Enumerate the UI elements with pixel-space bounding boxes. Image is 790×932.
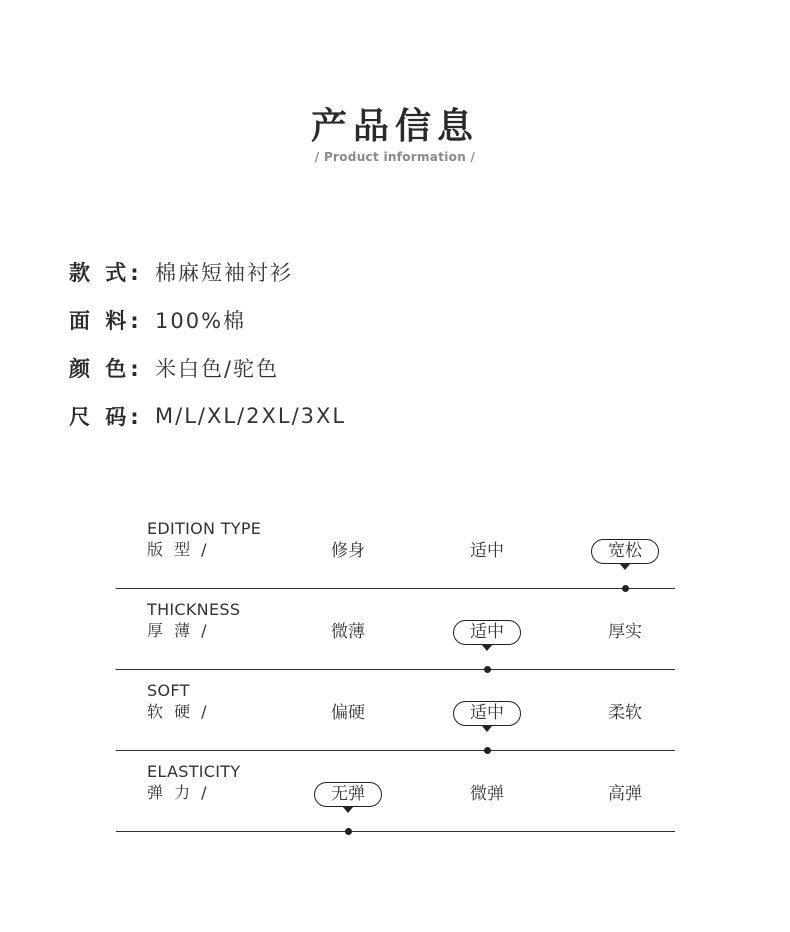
spec-option: 微弹 — [470, 784, 504, 804]
spec-option: 适中 — [470, 541, 504, 561]
info-value: 100%棉 — [155, 309, 247, 333]
info-row-style — [69, 248, 346, 296]
selected-pill: 无弹 — [314, 782, 382, 807]
info-label: 面 料: — [69, 309, 143, 333]
info-value: M/L/XL/2XL/3XL — [155, 404, 347, 428]
info-row-size — [69, 392, 346, 440]
spec-label-en: ELASTICITY — [147, 762, 241, 781]
spec-table — [116, 508, 675, 832]
spec-label-zh: 厚 薄 / — [147, 621, 210, 640]
selected-pill: 宽松 — [591, 539, 659, 564]
pointer-triangle-icon — [482, 645, 492, 651]
spec-option-selected — [432, 700, 542, 726]
spec-row-thickness — [116, 589, 675, 670]
spec-label-en: SOFT — [147, 681, 190, 700]
info-label: 颜 色: — [69, 357, 143, 381]
spec-row-edition-type — [116, 508, 675, 589]
selected-pill: 适中 — [453, 620, 521, 645]
spec-option-selected — [293, 781, 403, 807]
page-subtitle: / Product information / — [314, 150, 476, 164]
marker-dot-icon — [345, 828, 352, 835]
spec-option: 微薄 — [331, 622, 365, 642]
spec-option-selected — [570, 538, 680, 564]
info-label: 尺 码: — [69, 405, 143, 429]
product-info-list — [69, 248, 346, 440]
spec-option: 偏硬 — [331, 703, 365, 723]
spec-row-softness — [116, 670, 675, 751]
info-value: 棉麻短袖衬衫 — [155, 261, 293, 285]
spec-option: 柔软 — [608, 703, 642, 723]
info-value: 米白色/驼色 — [155, 357, 280, 381]
spec-option: 修身 — [331, 541, 365, 561]
info-row-color — [69, 344, 346, 392]
spec-label-en: THICKNESS — [147, 600, 241, 619]
spec-label — [147, 681, 210, 723]
pointer-triangle-icon — [620, 564, 630, 570]
spec-label-en: EDITION TYPE — [147, 519, 262, 538]
spec-label — [147, 762, 240, 804]
info-label: 款 式: — [69, 261, 143, 285]
spec-label-zh: 软 硬 / — [147, 702, 210, 721]
spec-option: 厚实 — [608, 622, 642, 642]
pointer-triangle-icon — [482, 726, 492, 732]
spec-label-zh: 版 型 / — [147, 540, 210, 559]
page-title: 产品信息 — [310, 106, 479, 147]
pointer-triangle-icon — [343, 807, 353, 813]
spec-row-elasticity — [116, 751, 675, 832]
spec-label — [147, 600, 240, 642]
spec-option: 高弹 — [608, 784, 642, 804]
spec-label-zh: 弹 力 / — [147, 783, 210, 802]
spec-option-selected — [432, 619, 542, 645]
spec-label — [147, 519, 261, 561]
selected-pill: 适中 — [453, 701, 521, 726]
info-row-fabric — [69, 296, 346, 344]
